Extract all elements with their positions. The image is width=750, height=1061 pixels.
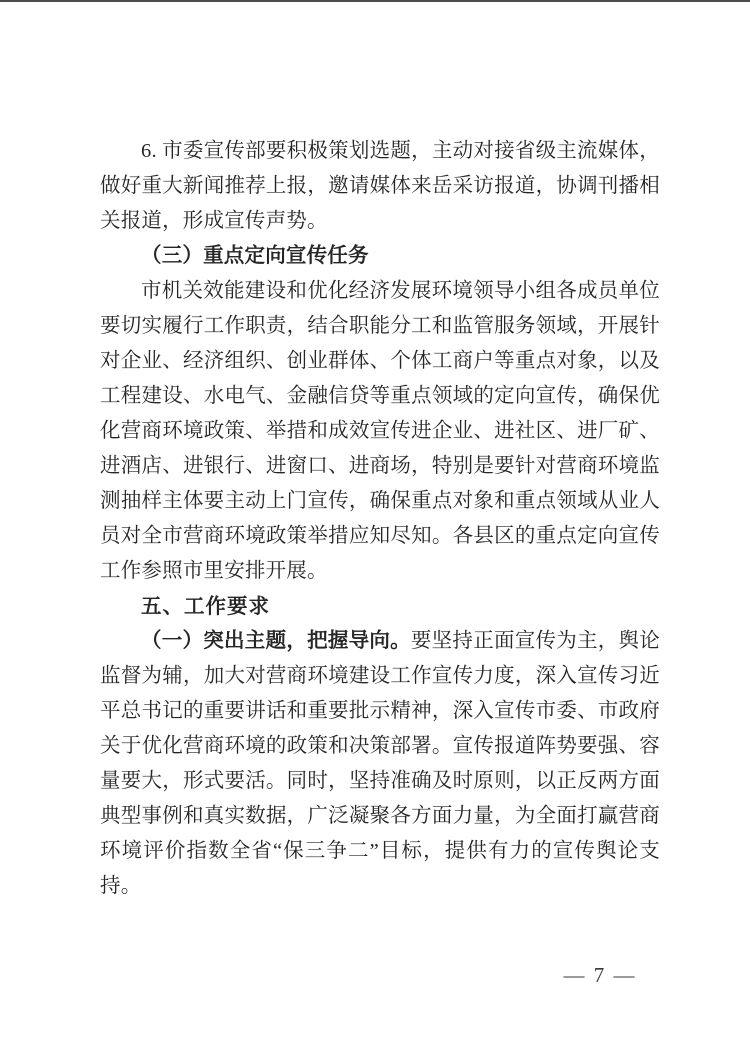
paragraph-media-coordination: 6. 市委宣传部要积极策划选题，主动对接省级主流媒体，做好重大新闻推荐上报，邀请媒体来岳采访报道，协调刊播相关报道，形成宣传声势。 — [100, 140, 660, 232]
heading-subsection-three-targeted-propaganda: （三）重点定向宣传任务 — [141, 245, 369, 267]
paragraph-highlight-theme — [100, 624, 660, 904]
scan-artifact-top-line — [0, 0, 750, 2]
heading-section-five-work-requirements: 五、工作要求 — [141, 595, 270, 618]
paragraph-targeted-propaganda-tasks: 市机关效能建设和优化经济发展环境领导小组各成员单位要切实履行工作职责，结合职能分工和监管服务领域，开展针对企业、经济组织、创业群体、个体工商户等重点对象，以及工程建设、水电气、金融信贷等重点领域的定向宣传，确保优化营商环境政策、举措和成效宣传进企业、进社区、进厂矿、进酒店、进银行、进窗口、进商场，特别是要针对营商环境监测抽样主体要主动上门宣传，确保重点对象和重点领域从业人员对全市营商环境政策举措应知尽知。各县区的重点定向宣传工作参照市里安排开展。 — [100, 280, 660, 582]
page-number: — 7 — — [563, 963, 637, 987]
paragraph-lead-bold: （一）突出主题，把握导向。 — [141, 630, 411, 652]
paragraph-lead-continuation: 要坚持正面宣传为主，舆论监督为辅，加大对营商环境建设工作宣传力度，深入宣传习近平总书记的重要讲话和重要批示精神，深入宣传市委、市政府关于优化营商环境的政策和决策部署。宣传报道阵势要强、容量要大，形式要活。同时，坚持准确及时原则，以正反两方面典型事例和真实数据，广泛凝聚各方面力量，为全面打赢营商环境评价指数全省“保三争二”目标，提供有力的宣传舆论支持。 — [100, 630, 660, 897]
document-body — [100, 134, 660, 904]
